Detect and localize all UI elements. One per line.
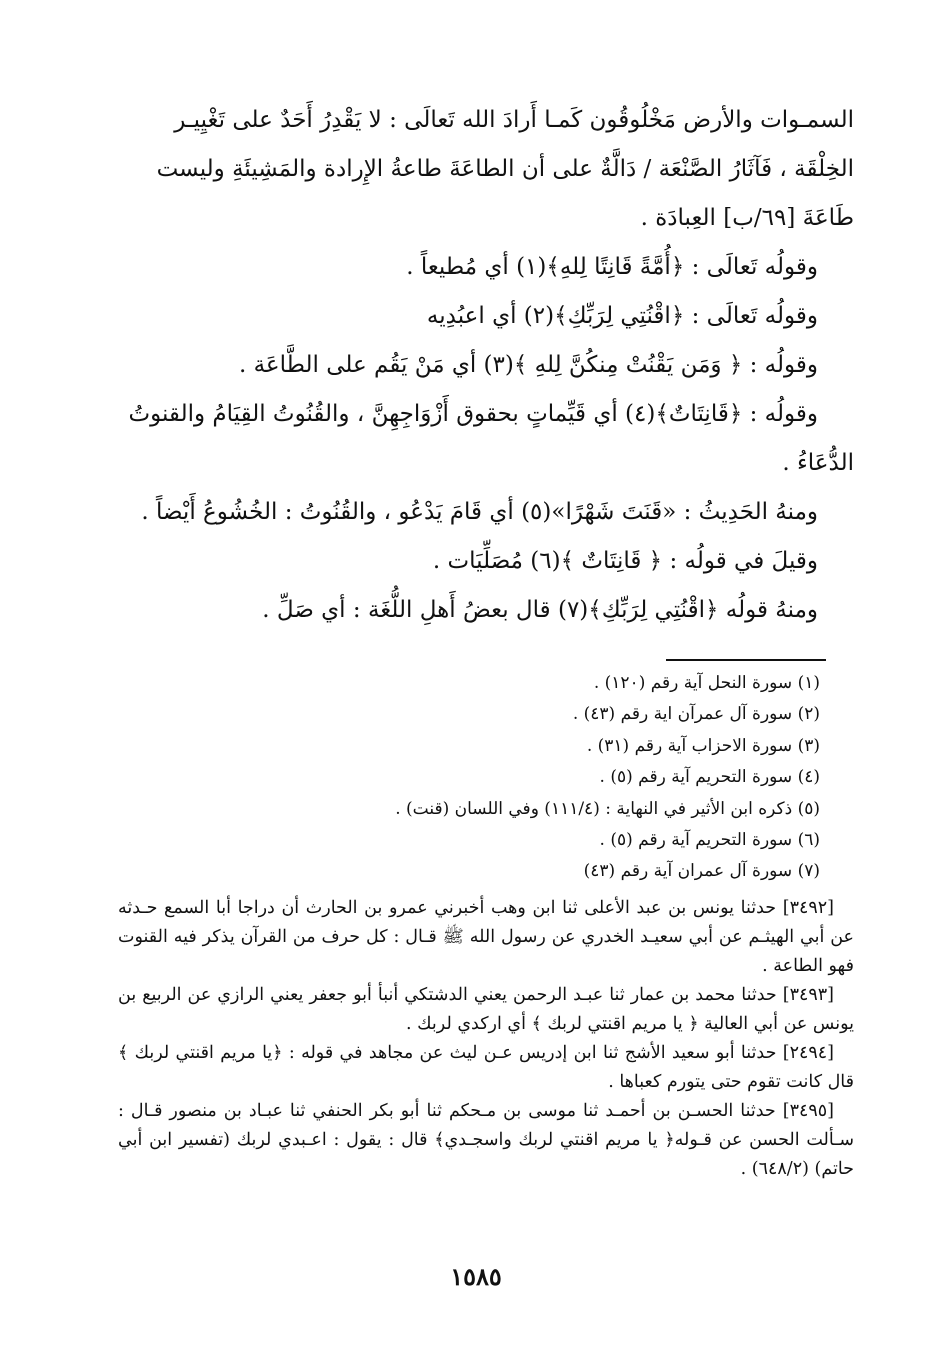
- main-text: [118, 96, 854, 635]
- page-number: ١٥٨٥: [450, 1262, 502, 1291]
- hadith-entry: [٣٤٩٢] حدثنا يونس بن عبد الأعلى ثنا ابن وهب أخبرني عمرو بن الحارث أن دراجا أبا السمع حـدثه عن أبي الهيثـم عن أبي سعيـد الخدري عن رسول الله ﷺ قـال : كل حرف من القرآن يذكر فيه القنوت فهو الطاعة .: [118, 898, 854, 976]
- main-paragraph: وقيلَ في قولُه : ﴿ قَانِتَاتٌ ﴾(٦) مُصَلِّيَات .: [432, 548, 818, 574]
- footnote: (٥) ذكره ابن الأثير في النهاية : (١١١/٤) وفي اللسان (قنت) .: [395, 798, 820, 819]
- main-paragraph: وقولُه تَعالَى : ﴿أُمَّةً قَانِتًا لِلهِ﴾(١) أي مُطيعاً .: [406, 254, 818, 280]
- footnote: (٣) سورة الاحزاب آية رقم (٣١) .: [586, 735, 820, 756]
- main-paragraph: وقولُه : ﴿قَانِتَاتٌ﴾(٤) أي قَيِّماتٍ بحقوق أَزْوَاجِهِنَّ ، والقُنُوتُ القِيَامُ والقنوتُ الدُّعَاءُ .: [128, 401, 854, 476]
- main-paragraph: ومنهُ قولُه ﴿اقْنُتِي لِرَبِّكِ﴾(٧) قال بعضُ أَهلِ اللُّغَة : أي صَلِّ .: [262, 597, 818, 623]
- main-paragraph: ومنهُ الحَدِيثُ : «قَنَتَ شَهْرًا»(٥) أي قَامَ يَدْعُو ، والقُنُوتُ : الخُشُوعُ أَيْضاً .: [141, 499, 818, 525]
- footnote: (٢) سورة آل عمرآن اية رقم (٤٣) .: [572, 704, 820, 725]
- footnotes: [140, 668, 826, 888]
- main-paragraph: السمـوات والأرض مَخْلُوقُون كَمـا أَرادَ الله تَعالَى : لا يَقْدِرُ أَحَدٌ على تَغْيِيـر الخِلْقَة ، فَآثَارُ الصَّنْعَة / دَالَّةٌ على أن الطاعَةَ طاعةُ الإِرادة والمَشِيئَةِ وليست طَاعَةَ [٦٩/ب] العِبادَة .: [156, 107, 854, 231]
- hadith-entry: [٢٤٩٤] حدثنا أبو سعيد الأشج ثنا ابن إدريس عـن ليث عن مجاهد في قوله : ﴿يا مريم اقنتي لربك ﴾ قال كانت تقوم حتى يتورم كعباها .: [118, 1043, 854, 1092]
- footnote: (٧) سورة آل عمران آية رقم (٤٣): [583, 861, 820, 882]
- footnote: (١) سورة النحل آية رقم (١٢٠) .: [593, 673, 820, 693]
- footnote: (٦) سورة التحريم آية رقم (٥) .: [599, 830, 820, 851]
- main-paragraph: وقولُه تَعالَى : ﴿اقْنُتِي لِرَبِّكِ﴾(٢) أي اعبُدِيه: [426, 303, 818, 329]
- hadith-entry: [٣٤٩٣] حدثنا محمد بن عمار ثنا عبـد الرحمن يعني الدشتكي أنبأ أبو جعفر يعني الرازي عن الربيع بن يونس عن أبي العالية ﴿ يا مريم اقنتي لربك ﴾ أي اركدي لربك .: [118, 985, 854, 1034]
- main-paragraph: وقولُه : ﴿ وَمَن يَقْنُتْ مِنكُنَّ لِلهِ ﴾(٣) أي مَنْ يَقُم على الطَّاعَة .: [238, 352, 818, 378]
- hadith-extracts: [118, 894, 854, 1184]
- footnote-separator: [666, 659, 826, 661]
- footnote: (٤) سورة التحريم آية رقم (٥) .: [599, 767, 820, 788]
- hadith-entry: [٣٤٩٥] حدثنا الحسـن بن أحمـد ثنا موسى بن مـحكم ثنا أبو بكر الحنفي ثنا عبـاد بن منصور قـال : سـألت الحسن عن قـوله﴿ يا مريم اقنتي لربك واسجـدي﴾ قال : يقول : اعـبدي لربك (تفسير ابن أبي حاتم) (٦٤٨/٢) .: [118, 1101, 854, 1179]
